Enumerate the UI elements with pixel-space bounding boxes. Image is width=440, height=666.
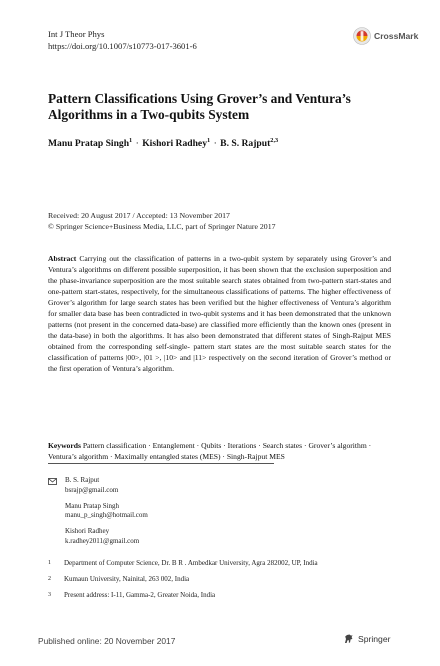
abstract-text: Carrying out the classification of patterns in a two-qubit system by separately using Grover’s and Ventura’s algorithms on different possible superposition, it has been shown that the exclusion superposition and the phase-invariance superposition are the most suitable search states obtained from two-pattern start-states and one-pattern start-states, respectively, for the simultaneous classifications of patterns. The higher effectiveness of Grover’s algorithm for large search states has been verified but the higher effectiveness of Ventura’s algorithm for smaller data base has been contradicted in two-qubit systems and it has been demonstrated that the unknown patterns (not present in the concerned data-base) are classified more efficiently than the known ones (present in the data-base) in both the algorithms. It has also been demonstrated that different states of Singh-Rajput MES obtained from the corresponding self-single- pattern start states are the most suitable search states for the classification of patterns |00>, |01 >, |10> and |11> respectively on the second iteration of Grover’s method or the first operation of Ventura’s algorithm. [48,254,391,373]
contact-email[interactable]: k.radhey2011@gmail.com [65,536,140,545]
author-affiliation-marker: 1 [207,137,211,144]
contact-email[interactable]: bsrajp@gmail.com [65,485,119,494]
publication-dates [48,211,276,232]
springer-label: Springer [358,634,391,644]
keywords-label: Keywords [48,441,81,450]
contact-list [65,476,148,553]
affiliation [48,591,391,601]
paper-title [48,91,378,122]
author-affiliation-marker: 2,3 [270,137,279,144]
envelope-icon [48,478,57,485]
springer-horse-icon [343,633,355,645]
crossmark-badge[interactable] [353,27,418,45]
affiliation-number: 2 [48,575,51,582]
contact-block [48,476,148,553]
affiliation-number: 1 [48,560,51,566]
crossmark-icon [353,27,371,45]
contact-email[interactable]: manu_p_singh@hotmail.com [65,511,148,520]
affiliation-text: Kumaun University, Nainital, 263 002, India [64,574,190,583]
contact-name: Manu Pratap Singh [65,501,120,510]
affiliation [48,559,391,569]
journal-name: Int J Theor Phys [48,29,105,39]
affiliations [48,559,391,606]
contact-name: Kishori Radhey [65,527,110,536]
contact-name: B. S. Rajput [65,476,100,484]
affiliation [48,575,391,585]
published-online: Published online: 20 November 2017 [38,636,176,646]
affiliation-text: Present address: I-11, Gamma-2, Greater Noida, India [64,590,216,599]
affiliation-number: 3 [48,591,51,598]
author-contacts [48,476,148,553]
copyright: © Springer Science+Business Media, LLC, part of Springer Nature 2017 [48,221,276,231]
author-separator: · [213,138,217,150]
envelope-column [48,476,57,553]
crossmark-label: CrossMark [374,31,419,41]
keywords [48,440,391,462]
author-name: B. S. Rajput [220,138,271,150]
contact-entry [65,476,148,496]
received-accepted: Received: 20 August 2017 / Accepted: 13 November 2017 [48,211,230,220]
affiliation-text: Department of Computer Science, Dr. B R . Ambedkar University, Agra 282002, UP, India [64,559,318,567]
title-line: Pattern Classifications Using Grover’s and Ventura’s [48,91,351,106]
contact-entry [65,527,148,547]
journal-header [48,29,197,52]
author-list [48,137,278,149]
springer-logo [343,633,390,645]
abstract-label: Abstract [48,254,77,263]
author-name: Kishori Radhey [142,138,207,150]
abstract [48,253,391,374]
contact-entry [65,502,148,522]
author-affiliation-marker: 1 [129,137,133,144]
keywords-text: Pattern classification · Entanglement · Qubits · Iterations · Search states · Grover’s algorithm · Ventura’s algorithm · Maximally entangled states (MES) · Singh-Rajput MES [48,441,372,461]
doi-link[interactable]: https://doi.org/10.1007/s10773-017-3601-6 [48,40,197,51]
author-separator: · [135,138,139,150]
footnote-divider [48,463,274,464]
title-line: Algorithms in a Two-qubits System [48,106,250,122]
author-name: Manu Pratap Singh [48,138,130,150]
